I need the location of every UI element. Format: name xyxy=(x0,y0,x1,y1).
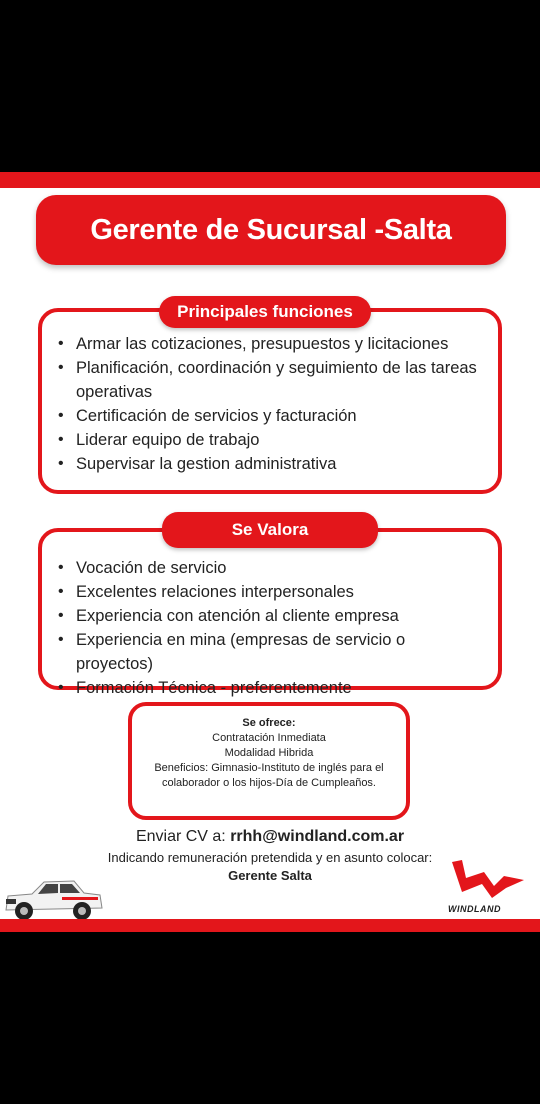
list-item: • Liderar equipo de trabajo xyxy=(58,428,486,452)
job-title: Gerente de Sucursal -Salta xyxy=(90,213,452,246)
brand-name: WINDLAND xyxy=(448,904,501,914)
functions-section xyxy=(38,308,502,494)
pickup-truck-icon xyxy=(2,866,104,924)
offer-line: Modalidad Hibrida xyxy=(224,747,314,759)
functions-list xyxy=(58,332,486,476)
offer-heading: Se ofrece: xyxy=(242,717,296,729)
list-item: • Formación Técnica - preferentemente xyxy=(58,676,486,700)
instructions-text: Indicando remuneración pretendida y en asunto colocar: xyxy=(107,850,433,865)
valued-list xyxy=(58,556,486,700)
list-item: • Vocación de servicio xyxy=(58,556,486,580)
job-flyer xyxy=(0,172,540,932)
offer-line: Beneficios: Gimnasio-Instituto de inglés para el xyxy=(154,762,384,774)
list-item: • Armar las cotizaciones, presupuestos y licitaciones xyxy=(58,332,486,356)
subject-text: Gerente Salta xyxy=(228,868,312,883)
list-item: • Supervisar la gestion administrativa xyxy=(58,452,486,476)
list-item: • Experiencia con atención al cliente empresa xyxy=(58,604,486,628)
top-red-bar xyxy=(0,172,540,188)
contact-email[interactable]: rrhh@windland.com.ar xyxy=(230,828,405,845)
valued-heading: Se Valora xyxy=(162,512,378,548)
bottom-red-bar xyxy=(0,919,540,932)
send-cv-line xyxy=(0,828,540,846)
offer-line: colaborador o los hijos-Día de Cumpleaños. xyxy=(161,777,376,789)
list-item: • Experiencia en mina (empresas de servicio o proyectos) xyxy=(58,628,486,676)
title-banner xyxy=(36,195,506,265)
functions-heading: Principales funciones xyxy=(159,296,371,328)
valued-section xyxy=(38,528,502,697)
send-cv-label: Enviar CV a: xyxy=(135,828,226,845)
windland-logo-icon xyxy=(444,858,530,902)
list-item: • Excelentes relaciones interpersonales xyxy=(58,580,486,604)
list-item: • Certificación de servicios y facturación xyxy=(58,404,486,428)
offer-box xyxy=(128,702,410,820)
list-item: • Planificación, coordinación y seguimiento de las tareas operativas xyxy=(58,356,486,404)
offer-line: Contratación Inmediata xyxy=(212,732,326,744)
